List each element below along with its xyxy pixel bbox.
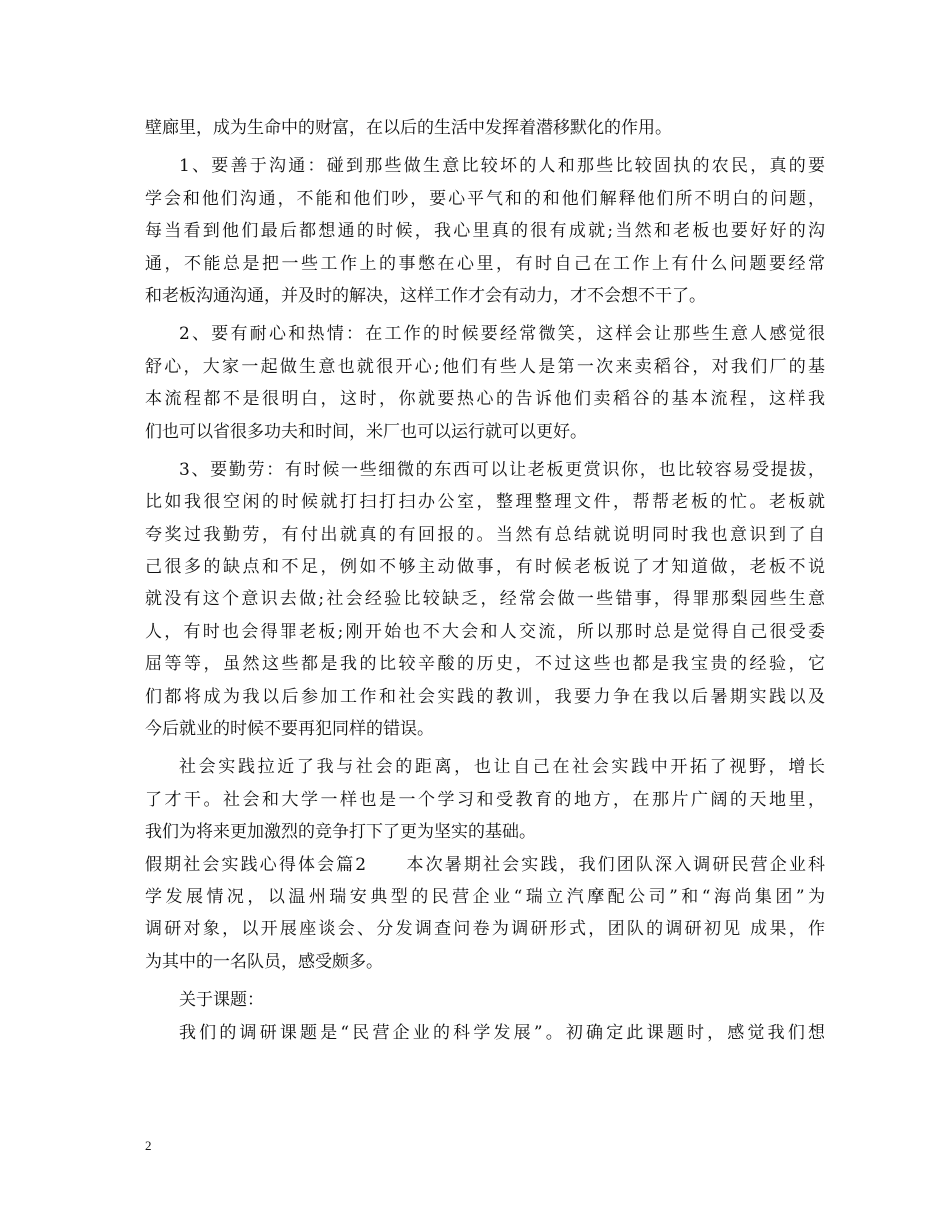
text-line: 为其中的一名队员，感受颇多。	[145, 951, 383, 972]
text-line: 屈等等，虽然这些都是我的比较辛酸的历史，不过这些也都是我宝贵的经验，它	[145, 654, 825, 675]
text-line: 我们为将来更加激烈的竞争打下了更为坚实的基础。	[145, 822, 536, 843]
text-line: 了才干。社会和大学一样也是一个学习和受教育的地方，在那片广阔的天地里，	[145, 789, 825, 810]
text-line: 就没有这个意识去做;社会经验比较缺乏，经常会做一些错事，得罪那梨园些生意	[145, 589, 825, 610]
text-line: 本流程都不是很明白，这时，你就要热心的告诉他们卖稻谷的基本流程，这样我	[145, 389, 825, 410]
document-body	[145, 112, 825, 1049]
text-line: 2、要有耐心和热情：在工作的时候要经常微笑，这样会让那些生意人感觉很	[179, 324, 825, 345]
text-line: 和老板沟通沟通，并及时的解决，这样工作才会有动力，才不会想不干了。	[145, 285, 706, 306]
text-line: 学发展情况，以温州瑞安典型的民营企业“瑞立汽摩配公司”和“海尚集团”为	[145, 886, 825, 907]
text-line: 学会和他们沟通，不能和他们吵，要心平气和的和他们解释他们所不明白的问题，	[145, 188, 825, 209]
text-line: 们都将成为我以后参加工作和社会实践的教训，我要力争在我以后暑期实践以及	[145, 686, 825, 707]
text-line: 舒心，大家一起做生意也就很开心;他们有些人是第一次来卖稻谷，对我们厂的基	[145, 356, 825, 377]
section-heading-line: 假期社会实践心得体会篇2 本次暑期社会实践，我们团队深入调研民营企业科	[145, 854, 825, 875]
text-line: 调研对象，以开展座谈会、分发调查问卷为调研形式，团队的调研初见 成果，作	[145, 919, 825, 940]
text-line: 们也可以省很多功夫和时间，米厂也可以运行就可以更好。	[145, 421, 587, 442]
text-line: 每当看到他们最后都想通的时候，我心里真的很有成就;当然和老板也要好好的沟	[145, 221, 825, 242]
text-line: 比如我很空闲的时候就打扫打扫办公室，整理整理文件，帮帮老板的忙。老板就	[145, 492, 825, 513]
text-line: 夸奖过我勤劳，有付出就真的有回报的。当然有总结就说明同时我也意识到了自	[145, 524, 825, 545]
page-number: 2	[145, 1138, 152, 1153]
text-line: 今后就业的时候不要再犯同样的错误。	[145, 719, 434, 740]
text-line: 壁廊里，成为生命中的财富，在以后的生活中发挥着潜移默化的作用。	[145, 118, 672, 138]
text-line: 社会实践拉近了我与社会的距离，也让自己在社会实践中开拓了视野，增长	[179, 757, 825, 778]
text-line: 人，有时也会得罪老板;刚开始也不大会和人交流，所以那时总是觉得自己很受委	[145, 621, 825, 642]
text-line: 己很多的缺点和不足，例如不够主动做事，有时候老板说了才知道做，老板不说	[145, 557, 825, 578]
subheading-line: 关于课题：	[179, 990, 264, 1011]
text-line: 3、要勤劳：有时候一些细微的东西可以让老板更赏识你，也比较容易受提拔，	[179, 459, 825, 480]
text-line: 我们的调研课题是“民营企业的科学发展”。初确定此课题时，感觉我们想	[179, 1022, 825, 1043]
text-line: 1、要善于沟通：碰到那些做生意比较坏的人和那些比较固执的农民，真的要	[179, 156, 825, 177]
text-line: 通，不能总是把一些工作上的事憋在心里，有时自己在工作上有什么问题要经常	[145, 253, 825, 274]
